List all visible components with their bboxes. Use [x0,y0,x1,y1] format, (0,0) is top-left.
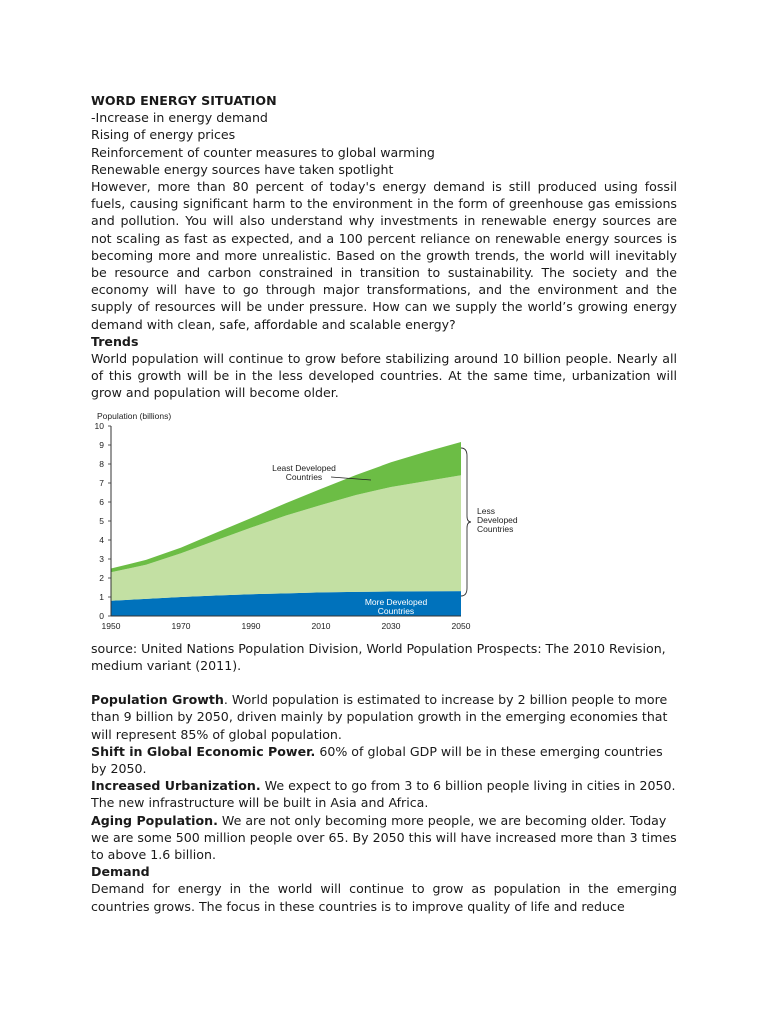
point-label: Population Growth [91,692,224,708]
less-developed-label-line3: Countries [477,523,514,534]
x-tick-label: 2030 [381,620,401,631]
y-tick-label: 2 [99,572,104,583]
trends-heading: Trends [91,333,139,349]
x-tick-label: 2050 [451,620,471,631]
more-developed-label-line2: Countries [377,605,415,616]
y-tick-label: 8 [99,458,104,469]
least-developed-label-line2: Countries [285,471,323,482]
y-tick-label: 10 [94,420,104,431]
trends-paragraph: World population will continue to grow before stabilizing around 10 billion people. Nearly all of this growth will be in the less developed countries. At the same time, urbanization will grow and population will become older. [91,351,677,401]
less-developed-brace [461,448,471,596]
more-developed-label-line1: More Developed [364,596,428,607]
x-tick-label: 1990 [241,620,261,631]
source-citation: source: United Nations Population Division, World Population Prospects: The 2010 Revision, medium variant (2011). [91,640,666,673]
point-aging-population [91,812,677,864]
point-urbanization [91,777,677,811]
point-label: Increased Urbanization. [91,778,261,794]
least-developed-label-line1: Least Developed [272,462,336,473]
x-tick-label: 1950 [101,620,121,631]
bullet-item: Renewable energy sources have taken spotlight [91,161,394,177]
point-text: We are not only becoming more people, we are becoming older. Today we are some 500 million people over 65. By 2050 this will have increased more than 3 times to above 1.6 billion. [91,812,677,863]
point-label: Aging Population. [91,812,218,828]
document-page [91,92,677,915]
demand-paragraph: Demand for energy in the world will continue to grow as population in the emerging countries grows. The focus in these countries is to improve quality of life and reduce [91,881,677,914]
y-tick-label: 5 [99,515,104,526]
point-text: We expect to go from 3 to 6 billion people living in cities in 2050. The new infrastructure will be built in Asia and Africa. [91,778,676,811]
demand-heading: Demand [91,864,150,880]
y-tick-label: 7 [99,477,104,488]
less-developed-label-line2: Developed [477,514,518,525]
point-population-growth [91,691,677,743]
bullet-item: -Increase in energy demand [91,110,268,126]
spacer [91,674,677,691]
point-text: 60% of global GDP will be in these emerging countries by 2050. [91,743,663,777]
document-heading: WORD ENERGY SITUATION [91,93,277,108]
point-label: Shift in Global Economic Power. [91,743,316,759]
point-economic-power [91,743,677,777]
y-tick-label: 0 [99,610,104,621]
bullet-item: Rising of energy prices [91,127,236,143]
y-tick-label: 9 [99,439,104,450]
area-series-1 [111,475,461,601]
y-tick-label: 6 [99,496,104,507]
population-chart [91,406,531,634]
intro-paragraph: However, more than 80 percent of today's energy demand is still produced using fossil fuels, causing significant harm to the environment in the form of greenhouse gas emissions and pollution. You will also understand why investments in renewable energy sources are not scaling as fast as expected, and a 100 percent reliance on renewable energy sources is becoming more and more unrealistic. Based on the growth trends, the world will inevitably be resource and carbon constrained in transition to sustainability. The society and the economy will have to go through major transformations, and the environment and the supply of resources will be under pressure. How can we supply the world’s growing energy demand with clean, safe, affordable and scalable energy? [91,179,677,332]
y-tick-label: 4 [99,534,104,545]
bullet-item: Reinforcement of counter measures to global warming [91,144,435,160]
population-chart-svg [91,406,531,634]
point-text: . World population is estimated to increase by 2 billion people to more than 9 billion by 2050, driven mainly by population growth in the emerging economies that will represent 85% of global population. [91,692,668,742]
less-developed-label-line1: Less [477,505,495,516]
y-tick-label: 3 [99,553,104,564]
x-tick-label: 2010 [311,620,331,631]
y-tick-label: 1 [99,591,104,602]
x-tick-label: 1970 [171,620,191,631]
y-axis-label: Population (billions) [97,410,172,421]
